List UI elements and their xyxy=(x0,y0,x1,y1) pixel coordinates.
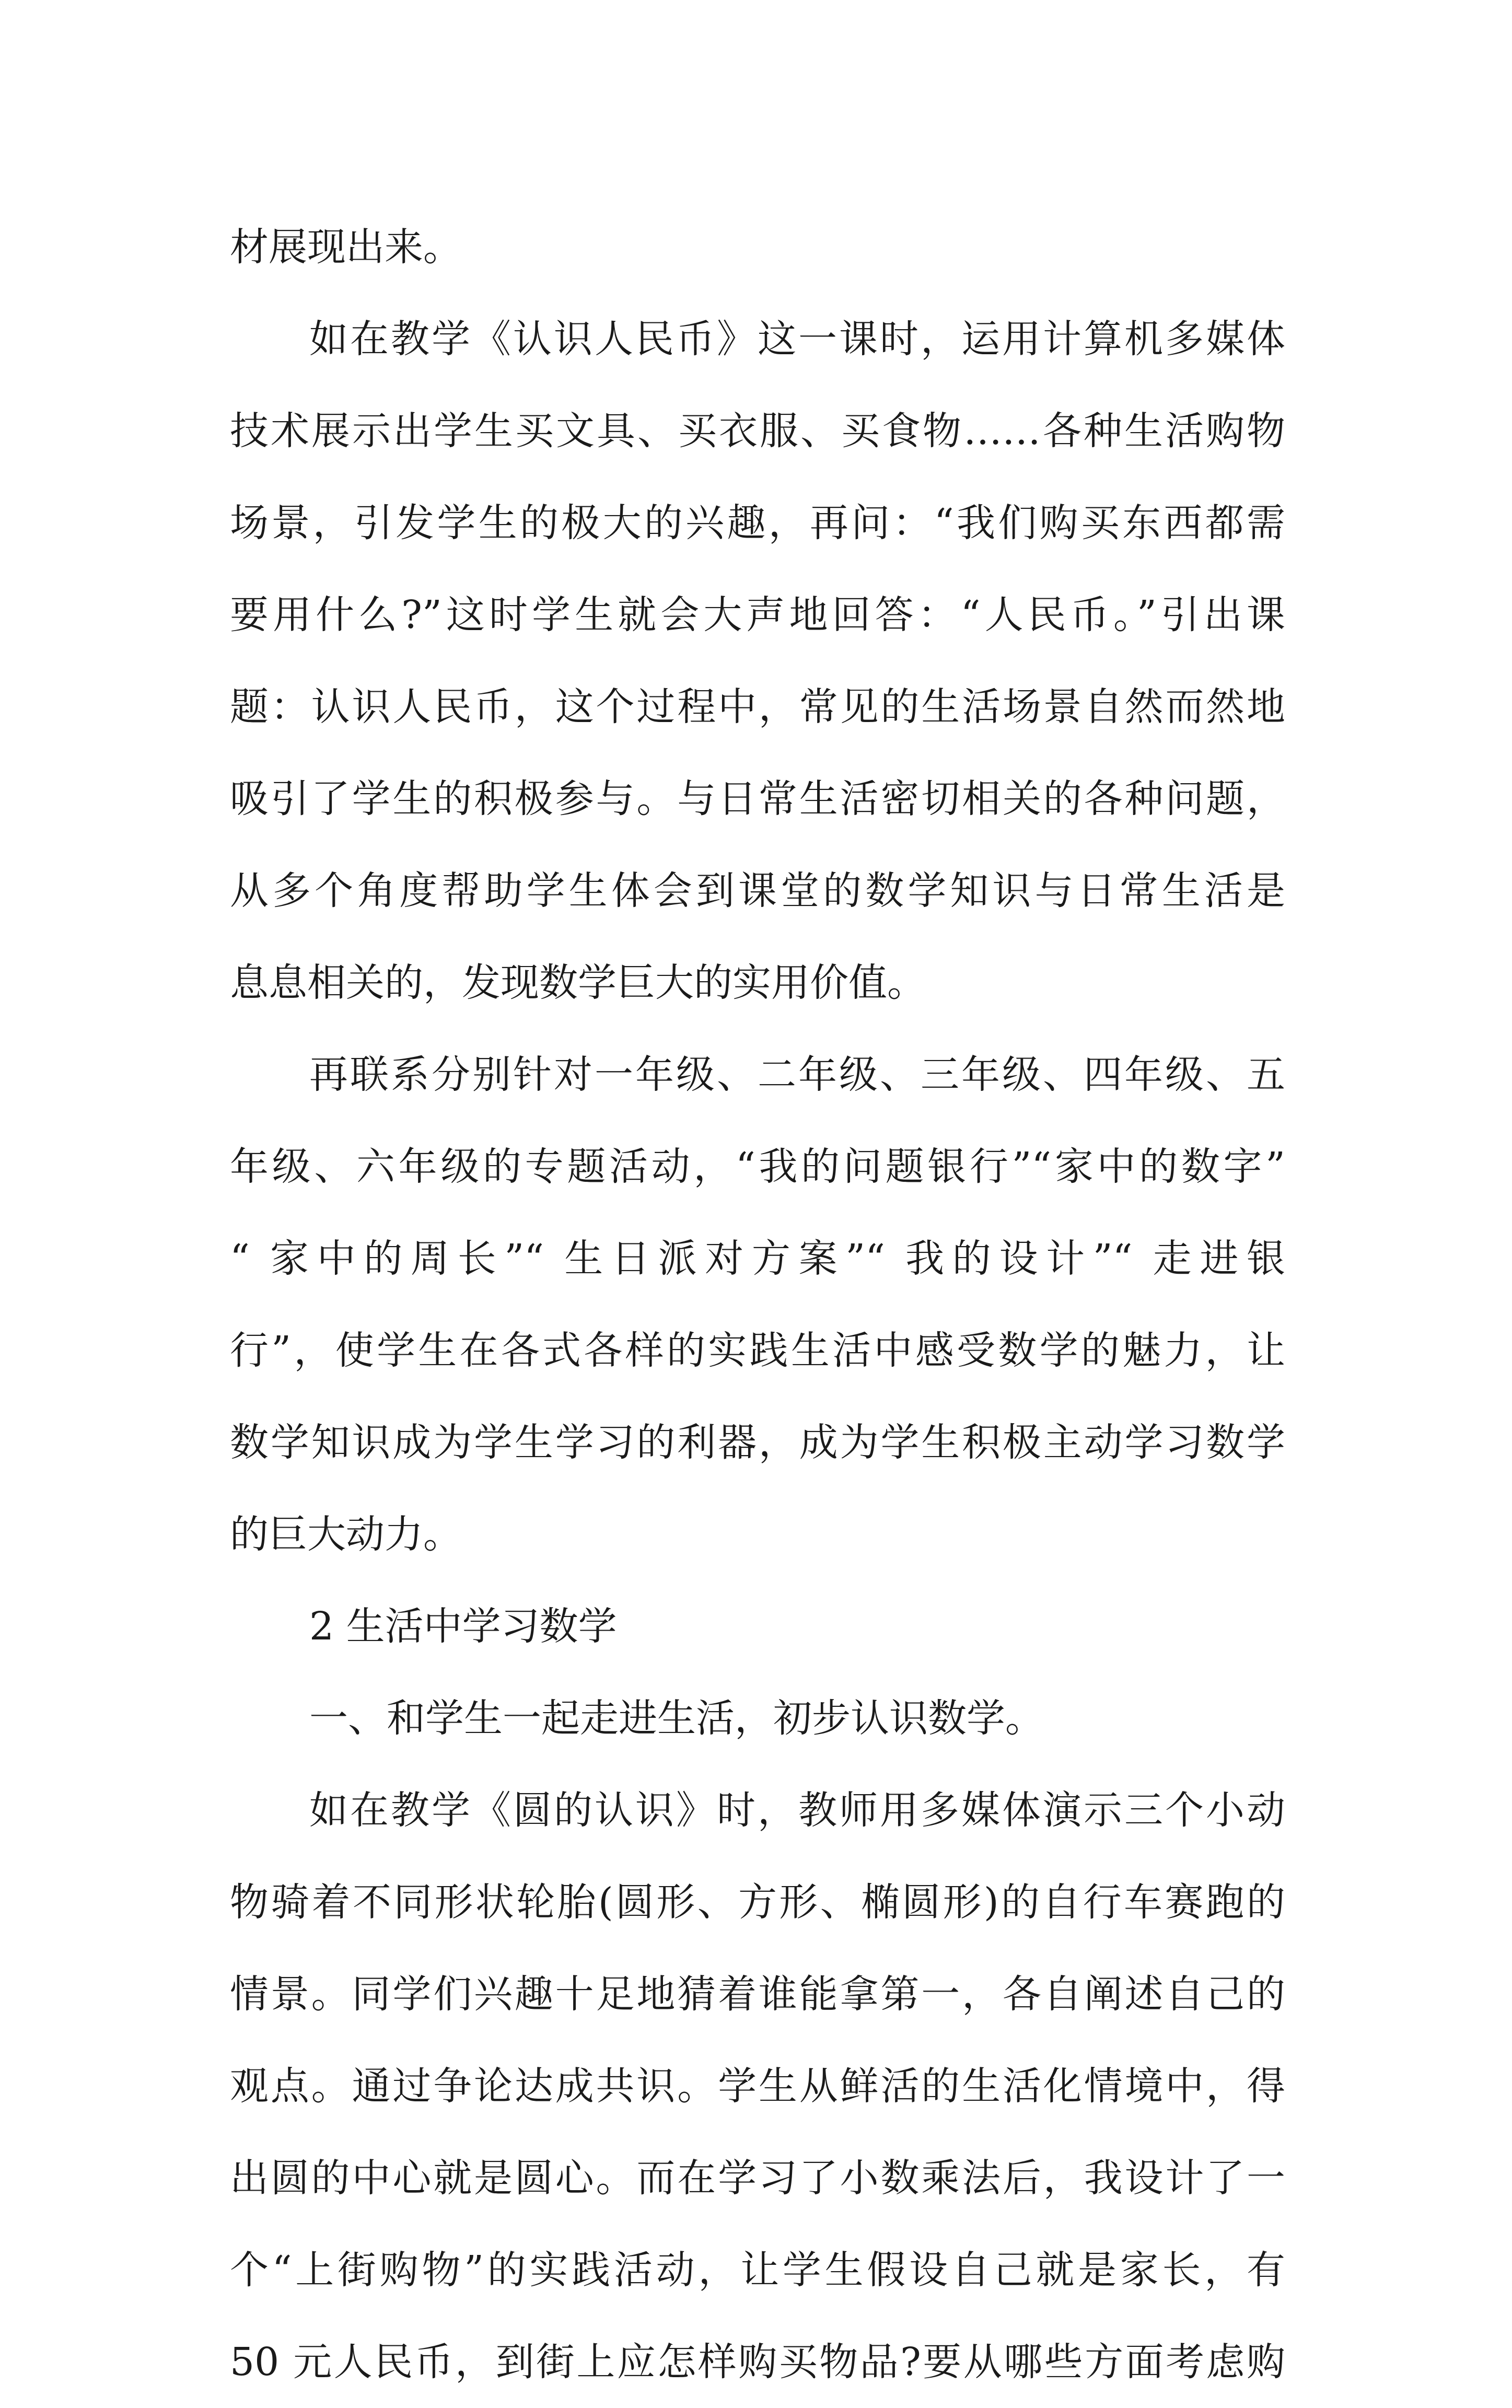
text-line: 要用什么?”这时学生就会大声地回答：“人民币。”引出课 xyxy=(230,592,1285,637)
section-heading: 2 生活中学习数学 xyxy=(309,1604,617,1649)
text-line: “ 家中的周长”“ 生日派对方案”“ 我的设计”“ 走进银 xyxy=(230,1236,1285,1281)
text-line: 如在教学《圆的认识》时，教师用多媒体演示三个小动 xyxy=(309,1788,1285,1833)
text-line: 观点。通过争论达成共识。学生从鲜活的生活化情境中，得 xyxy=(230,2064,1285,2109)
text-line: 息息相关的，发现数学巨大的实用价值。 xyxy=(230,960,926,1005)
text-line: 物骑着不同形状轮胎(圆形、方形、椭圆形)的自行车赛跑的 xyxy=(230,1880,1285,1925)
text-line: 情景。同学们兴趣十足地猜着谁能拿第一，各自阐述自己的 xyxy=(230,1972,1285,2017)
text-line: 的巨大动力。 xyxy=(230,1512,462,1557)
text-line: 50 元人民币，到街上应怎样购买物品?要从哪些方面考虑购 xyxy=(230,2340,1285,2384)
text-line: 再联系分别针对一年级、二年级、三年级、四年级、五 xyxy=(309,1052,1285,1097)
subsection-heading: 一、和学生一起走进生活，初步认识数学。 xyxy=(309,1696,1044,1741)
text-line: 行”，使学生在各式各样的实践生活中感受数学的魅力，让 xyxy=(230,1328,1285,1373)
text-line: 技术展示出学生买文具、买衣服、买食物……各种生活购物 xyxy=(230,409,1285,453)
text-line: 场景，引发学生的极大的兴趣，再问：“我们购买东西都需 xyxy=(230,501,1285,545)
text-line: 吸引了学生的积极参与。与日常生活密切相关的各种问题， xyxy=(230,776,1285,821)
text-line: 如在教学《认识人民币》这一课时，运用计算机多媒体 xyxy=(309,317,1285,362)
text-line: 出圆的中心就是圆心。而在学习了小数乘法后，我设计了一 xyxy=(230,2156,1285,2201)
text-line: 个“上街购物”的实践活动，让学生假设自己就是家长，有 xyxy=(230,2248,1285,2293)
text-line: 从多个角度帮助学生体会到课堂的数学知识与日常生活是 xyxy=(230,868,1285,913)
text-line: 材展现出来。 xyxy=(230,225,462,270)
text-line: 题：认识人民币，这个过程中，常见的生活场景自然而然地 xyxy=(230,684,1285,729)
document-body xyxy=(230,201,1285,2408)
text-line: 数学知识成为学生学习的利器，成为学生积极主动学习数学 xyxy=(230,1420,1285,1465)
text-line: 年级、六年级的专题活动，“我的问题银行”“家中的数字” xyxy=(230,1144,1285,1189)
